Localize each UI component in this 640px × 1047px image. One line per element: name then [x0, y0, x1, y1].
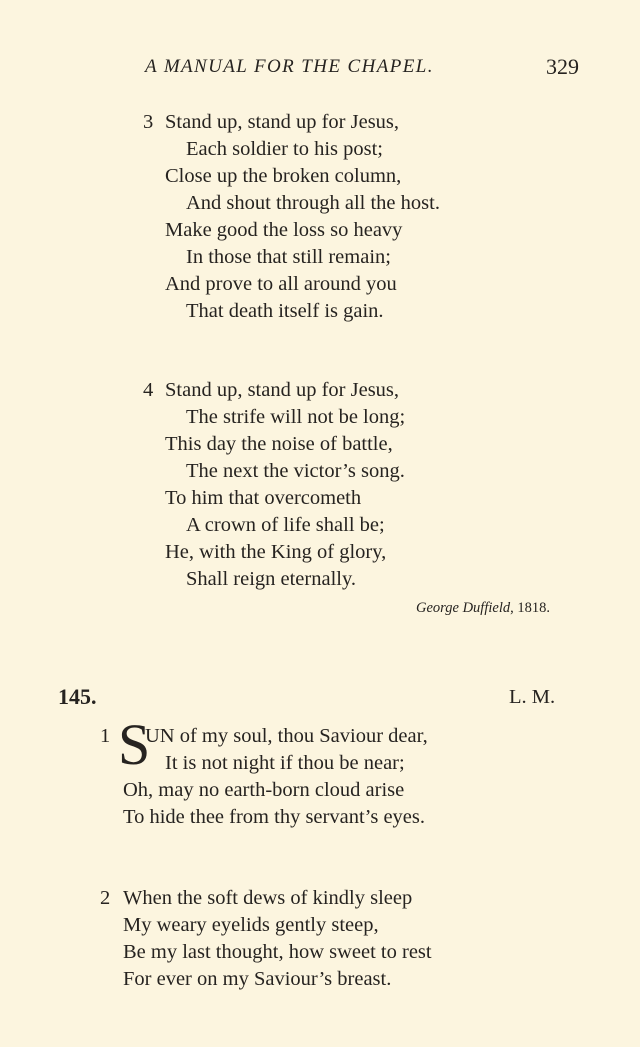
stanza-line: The next the victor’s song.	[186, 460, 405, 482]
stanza-line: It is not night if thou be near;	[165, 752, 405, 774]
hymn-number: 145.	[58, 684, 97, 709]
stanza-line: Shall reign eternally.	[186, 568, 357, 590]
stanza-line: Stand up, stand up for Jesus,	[165, 379, 400, 401]
stanza-line: This day the noise of battle,	[165, 433, 393, 455]
drop-cap: S	[118, 712, 151, 777]
stanza-line: Stand up, stand up for Jesus,	[165, 111, 400, 133]
stanza-line: To hide thee from thy servant’s eyes.	[123, 806, 425, 828]
running-title: A MANUAL FOR THE CHAPEL.	[145, 56, 434, 77]
author-attribution	[416, 600, 550, 617]
stanza-line: And prove to all around you	[165, 273, 397, 295]
stanza-number: 3	[143, 111, 154, 133]
author-name: George Duffield	[416, 600, 511, 616]
stanza-line: Be my last thought, how sweet to rest	[123, 941, 432, 963]
stanza-number: 4	[143, 379, 154, 401]
stanza-line: That death itself is gain.	[186, 300, 384, 322]
stanza-number: 1	[100, 725, 111, 747]
stanza-line: Oh, may no earth-born cloud arise	[123, 779, 405, 801]
stanza-number: 2	[100, 887, 111, 909]
stanza-line: Make good the loss so heavy	[165, 219, 403, 241]
stanza-line: He, with the King of glory,	[165, 541, 387, 563]
stanza-line: When the soft dews of kindly sleep	[123, 887, 413, 909]
stanza-line: Close up the broken column,	[165, 165, 402, 187]
stanza-line: UN of my soul, thou Saviour dear,	[145, 725, 428, 747]
stanza-line: A crown of life shall be;	[186, 514, 385, 536]
stanza-line: Each soldier to his post;	[186, 138, 384, 160]
page-number: 329	[546, 54, 579, 79]
hymn-meter: L. M.	[509, 686, 556, 708]
stanza-line: And shout through all the host.	[186, 192, 440, 214]
author-year: , 1818.	[510, 600, 550, 616]
stanza-line: My weary eyelids gently steep,	[123, 914, 379, 936]
stanza-line: In those that still remain;	[186, 246, 391, 268]
stanza-line: To him that overcometh	[165, 487, 362, 509]
stanza-line: For ever on my Saviour’s breast.	[123, 968, 392, 990]
stanza-line: The strife will not be long;	[186, 406, 406, 428]
